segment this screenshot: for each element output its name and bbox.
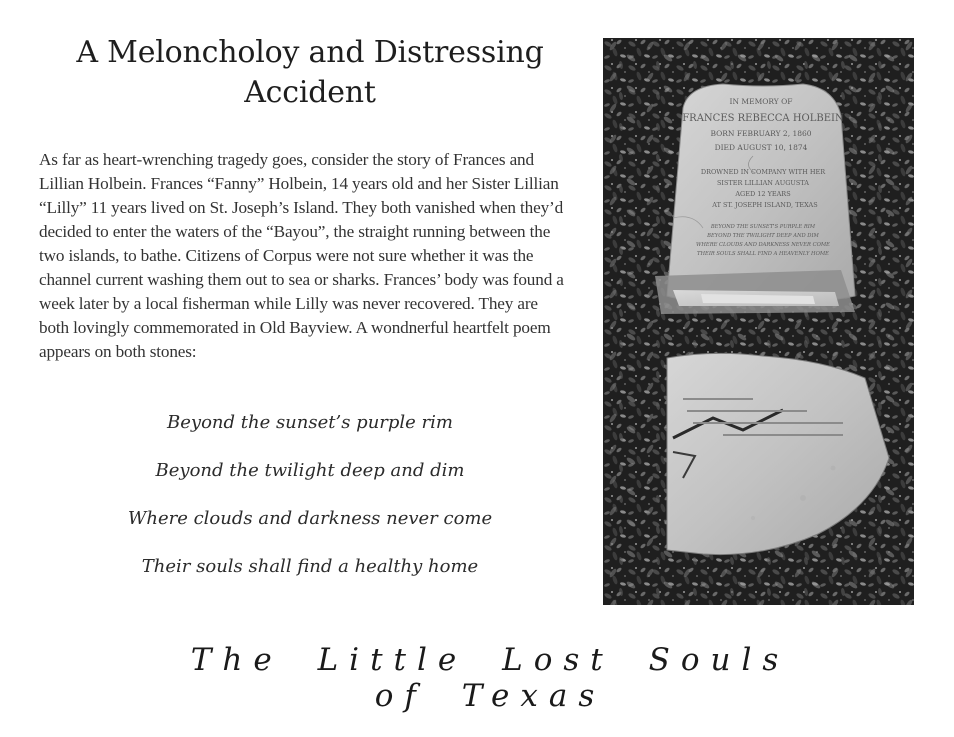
inscription-line-10: BEYOND THE TWILIGHT DEEP AND DIM xyxy=(707,233,819,239)
upper-headstone xyxy=(667,84,855,303)
book-title: The Little Lost Souls of Texas xyxy=(190,642,790,714)
inscription-line-5: DROWNED IN COMPANY WITH HER xyxy=(700,168,826,176)
headstone-photo xyxy=(603,38,914,605)
page-title: A Meloncholoy and Distressing Accident xyxy=(76,35,544,110)
inscription-line-7: AGED 12 YEARS xyxy=(735,190,791,198)
inscription-line-3: BORN FEBRUARY 2, 1860 xyxy=(710,129,812,138)
inscription-line-8: AT ST. JOSEPH ISLAND, TEXAS xyxy=(712,201,818,209)
poem-line-4: Their souls shall find a healthy home xyxy=(141,556,479,577)
inscription-line-2: FRANCES REBECCA HOLBEIN xyxy=(682,113,844,124)
inscription-line-9: BEYOND THE SUNSET'S PURPLE RIM xyxy=(710,224,816,230)
story-paragraph: As far as heart-wrenching tragedy goes, consider the story of Frances and Lillian Holbein. Frances “Fanny” Holbein, 14 years old and her Sister Lillian “Lilly” 11 years lived on St. Joseph’s Island. They both vanished when they’d decided to enter the waters of the “Bayou”, the straight running between the two islands, to bathe. Citizens of Corpus were not sure whether it was the channel current washing them out to sea or sharks. Frances’ body was found a week later by a local fisherman while Lilly was never recovered. They are both lovingly commemorated in Old Bayview. A wondnerful heartfelt poem appears on both stones: xyxy=(39,150,564,361)
inscription-line-6: SISTER LILLIAN AUGUSTA xyxy=(716,179,810,187)
headstone-photo-graphic xyxy=(603,38,914,605)
poem-line-3: Where clouds and darkness never come xyxy=(127,508,493,529)
broken-slab xyxy=(655,270,855,314)
inscription-line-4: DIED AUGUST 10, 1874 xyxy=(714,143,808,152)
poem xyxy=(60,405,560,597)
inscription-line-11: WHERE CLOUDS AND DARKNESS NEVER COME xyxy=(696,242,830,248)
poem-line-2: Beyond the twilight deep and dim xyxy=(155,460,465,481)
poem-line-1: Beyond the sunset’s purple rim xyxy=(167,412,453,433)
inscription-line-1: IN MEMORY OF xyxy=(729,97,793,106)
inscription-line-12: THEIR SOULS SHALL FIND A HEAVENLY HOME xyxy=(697,251,829,257)
